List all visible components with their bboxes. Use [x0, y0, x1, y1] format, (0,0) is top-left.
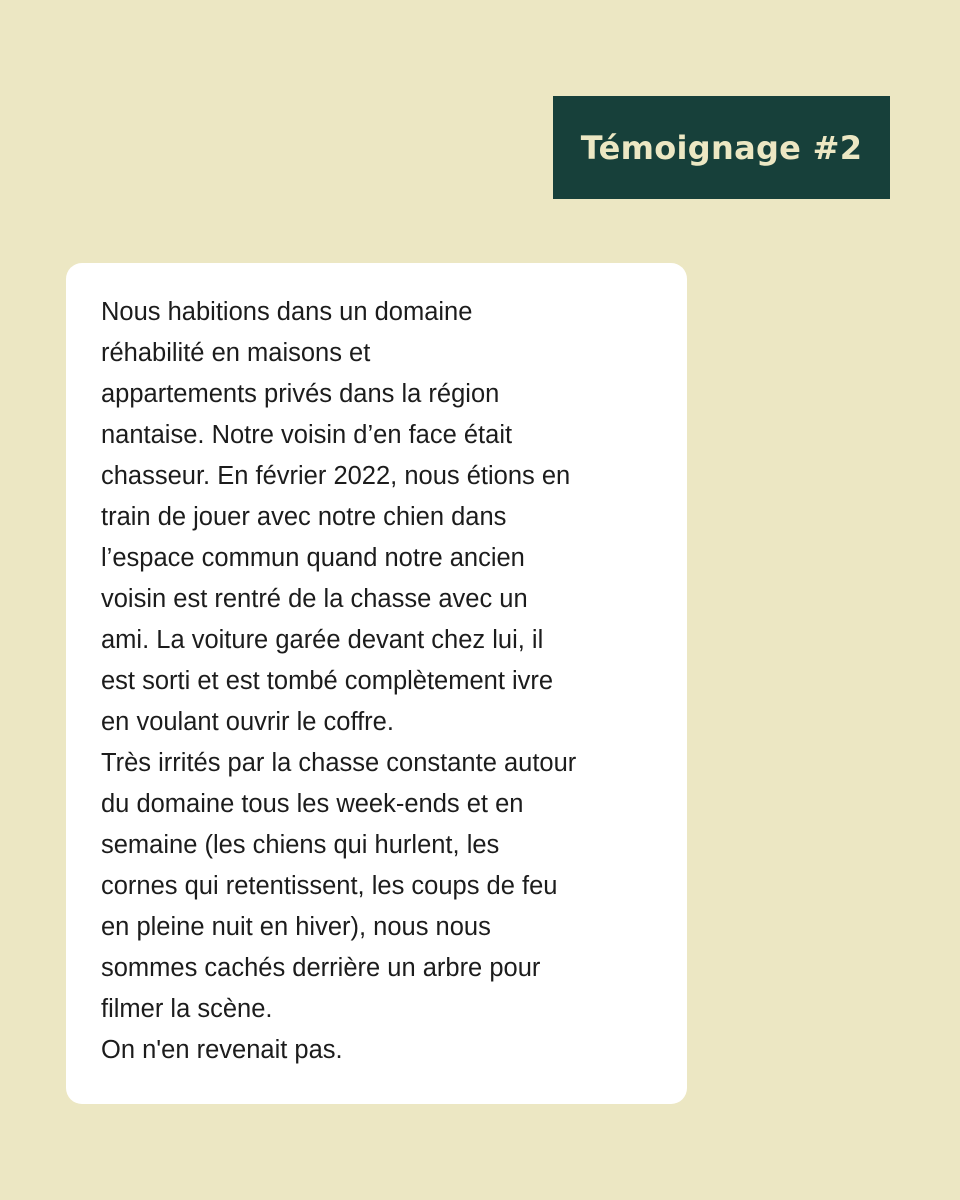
testimony-line: en pleine nuit en hiver), nous nous — [101, 913, 491, 941]
testimony-line: appartements privés dans la région — [101, 380, 500, 408]
testimony-line: sommes cachés derrière un arbre pour — [101, 954, 541, 982]
testimony-line: cornes qui retentissent, les coups de feu — [101, 872, 558, 900]
testimony-line: en voulant ouvrir le coffre. — [101, 708, 394, 736]
testimony-line: On n'en revenait pas. — [101, 1036, 343, 1064]
testimony-line: chasseur. En février 2022, nous étions en — [101, 462, 571, 490]
testimony-badge — [553, 96, 890, 199]
testimony-text — [101, 292, 671, 1071]
testimony-line: réhabilité en maisons et — [101, 339, 371, 367]
testimony-line: voisin est rentré de la chasse avec un — [101, 585, 528, 613]
testimony-line: nantaise. Notre voisin d’en face était — [101, 421, 513, 449]
testimony-line: train de jouer avec notre chien dans — [101, 503, 507, 531]
testimony-line: ami. La voiture garée devant chez lui, il — [101, 626, 544, 654]
testimony-line: Nous habitions dans un domaine — [101, 298, 473, 326]
testimony-line: Très irrités par la chasse constante autour — [101, 749, 577, 777]
testimony-line: filmer la scène. — [101, 995, 273, 1023]
testimony-line: l’espace commun quand notre ancien — [101, 544, 525, 572]
testimony-line: semaine (les chiens qui hurlent, les — [101, 831, 500, 859]
testimony-line: du domaine tous les week-ends et en — [101, 790, 524, 818]
testimony-line: est sorti et est tombé complètement ivre — [101, 667, 554, 695]
testimony-card — [66, 263, 687, 1104]
testimony-title: Témoignage #2 — [580, 128, 863, 167]
